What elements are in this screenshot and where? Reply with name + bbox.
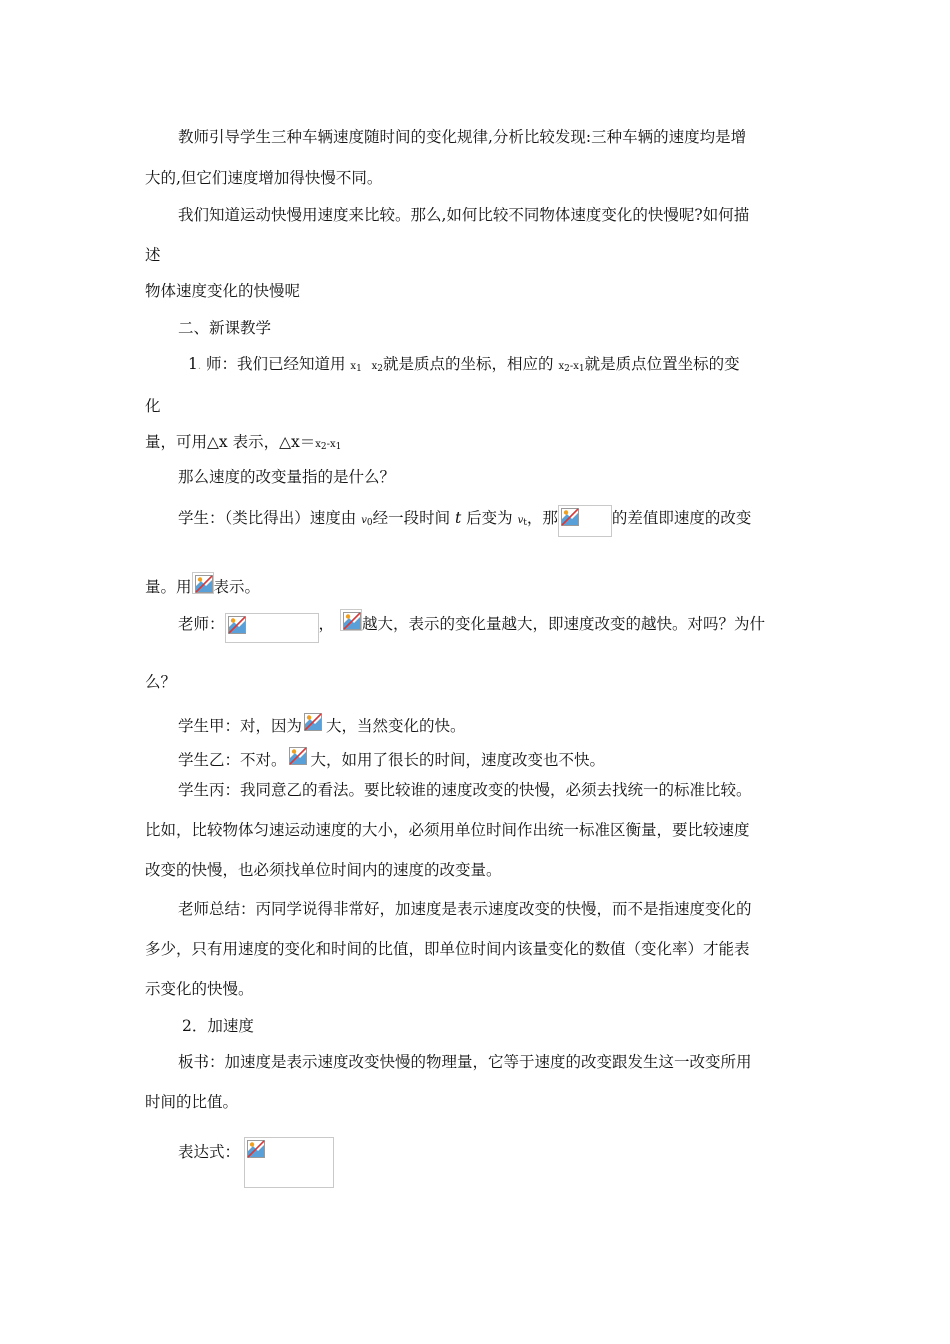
paragraph-line bbox=[178, 205, 749, 225]
math-var: x bbox=[371, 361, 378, 372]
paragraph-line bbox=[178, 505, 751, 537]
formula-image-placeholder bbox=[244, 1137, 334, 1188]
broken-image-icon bbox=[561, 508, 579, 526]
text: 越大，表示的变化量越大，即速度改变的越快。对吗？为什 bbox=[362, 615, 766, 633]
paragraph-line bbox=[178, 609, 765, 643]
broken-image-icon bbox=[289, 747, 307, 765]
paragraph-line bbox=[178, 1142, 240, 1162]
text: 学生乙：不对。 bbox=[178, 751, 287, 769]
text: ，那 bbox=[526, 509, 558, 527]
text: 大，如用了很长的时间 bbox=[310, 751, 466, 769]
text: 就是质点的坐标，相应的 bbox=[383, 355, 559, 373]
broken-image-icon bbox=[304, 713, 322, 731]
math-sub: 2 bbox=[320, 442, 327, 452]
math-sub: 1 bbox=[356, 364, 362, 374]
text: 那么速度的改变量指的是什么？ bbox=[178, 468, 396, 486]
text: 教师引导学生三种车辆速度随时间的变化规律,分析比较发现:三种车辆的速度均是增 bbox=[178, 128, 747, 146]
math-var: -x bbox=[569, 361, 579, 372]
math-var: v bbox=[361, 515, 367, 526]
paragraph-line bbox=[178, 467, 395, 487]
section-heading bbox=[178, 318, 271, 338]
math-var: t bbox=[455, 509, 462, 527]
text: 化 bbox=[145, 397, 161, 415]
math-var: x bbox=[350, 361, 357, 372]
paragraph-line bbox=[145, 820, 750, 840]
text: 比如，比较物体匀速运动速度的大小，必须用单位时间作出统一标准区衡量，要比较速度 bbox=[145, 821, 750, 839]
text: 示变化的快慢。 bbox=[145, 980, 254, 998]
text: 2．加速度 bbox=[182, 1017, 254, 1035]
paragraph-line bbox=[145, 396, 161, 416]
text: 师：我们已经知道用 bbox=[201, 355, 351, 373]
text: 物体速度变化的快慢呢 bbox=[145, 282, 301, 300]
broken-image-icon bbox=[228, 616, 246, 634]
text: 后变为 bbox=[461, 509, 518, 527]
text: 我们知道运动快慢用速度来比较。那么,如何比较不同物体速度变化的快慢呢?如何描 bbox=[178, 206, 750, 224]
text: 板书：加速度是表示速度改变快慢的物理量，它等于速度的改变跟发生这一改变所用 bbox=[178, 1053, 752, 1071]
paragraph-line bbox=[178, 127, 746, 147]
text: 老师总结：丙同学说得非常好，加速度是表示速度改变的快慢，而不是指速度变化的 bbox=[178, 900, 752, 918]
text: 老师： bbox=[178, 615, 225, 633]
paragraph-line bbox=[145, 245, 161, 265]
text: 间的比值。 bbox=[160, 1093, 239, 1111]
text: ，速度改变也不快。 bbox=[465, 751, 606, 769]
broken-image-icon bbox=[343, 612, 361, 630]
paragraph-line bbox=[145, 860, 502, 880]
math-sub: 0 bbox=[366, 518, 373, 528]
paragraph-line bbox=[188, 354, 740, 379]
math-var: -x bbox=[326, 439, 336, 450]
text: 的差值即速度的改变 bbox=[611, 509, 752, 527]
math-var: x bbox=[558, 361, 565, 372]
paragraph-line bbox=[145, 939, 750, 959]
text: 经一段时间 bbox=[372, 509, 456, 527]
text: 大的,但它们速度增加得快慢不同。 bbox=[145, 169, 383, 187]
formula-image-placeholder bbox=[558, 505, 612, 537]
paragraph-line bbox=[178, 899, 752, 919]
text: 量。用 bbox=[145, 578, 192, 596]
list-number: 1 bbox=[188, 355, 198, 373]
text: 二、新课教学 bbox=[178, 319, 272, 337]
text: 表达式： bbox=[178, 1143, 241, 1161]
paragraph-line bbox=[145, 432, 341, 457]
math-sub: t bbox=[523, 518, 527, 528]
math-sub: 2 bbox=[564, 364, 570, 374]
formula-image-placeholder bbox=[225, 613, 319, 643]
text: 就是质点位置坐标的变 bbox=[584, 355, 740, 373]
formula-image-placeholder bbox=[340, 609, 362, 631]
text: ， bbox=[318, 615, 335, 633]
text: 学生丙：我同意乙的看法。要比较谁的速度改变的快慢，必须去找统一的标准比较。 bbox=[178, 781, 752, 799]
formula-image-placeholder bbox=[192, 572, 214, 594]
math-sub: 1 bbox=[335, 442, 342, 452]
section-heading bbox=[182, 1016, 254, 1036]
math-sub: 2 bbox=[377, 364, 384, 374]
formula-image-placeholder bbox=[302, 711, 326, 733]
text: 量，可用△x 表示，△x＝ bbox=[145, 433, 316, 451]
formula-image-placeholder bbox=[287, 745, 311, 767]
broken-image-icon bbox=[247, 1140, 265, 1158]
broken-image-icon bbox=[195, 575, 213, 593]
paragraph-line bbox=[178, 711, 466, 736]
paragraph-line bbox=[145, 168, 382, 188]
paragraph-line bbox=[145, 572, 260, 597]
paragraph-line bbox=[145, 1092, 238, 1112]
math-sub: 1 bbox=[578, 364, 585, 374]
paragraph-line bbox=[145, 979, 254, 999]
paragraph-line bbox=[145, 281, 300, 301]
marker-dot: . bbox=[197, 361, 202, 372]
text: 么？ bbox=[145, 673, 177, 691]
text: 学生：（类比得出）速度由 bbox=[178, 509, 362, 527]
paragraph-line bbox=[178, 745, 605, 770]
paragraph-line bbox=[145, 672, 176, 692]
text: 多少，只有用速度的变化和时间的比值，即单位时间内该量变化的数值（变化率）才能表 bbox=[145, 940, 750, 958]
math-var: v bbox=[517, 515, 524, 526]
paragraph-line bbox=[178, 780, 752, 800]
math-var: x bbox=[315, 439, 321, 450]
text: 改变的快慢，也必须找单位时间内的速度的改变量。 bbox=[145, 861, 502, 879]
text: 时 bbox=[145, 1093, 161, 1111]
paragraph-line bbox=[178, 1052, 752, 1072]
text: 大，当然变化的快。 bbox=[326, 717, 466, 735]
text: 学生甲：对，因为 bbox=[178, 717, 303, 735]
text: 表示。 bbox=[213, 578, 261, 596]
text: 述 bbox=[145, 246, 161, 264]
